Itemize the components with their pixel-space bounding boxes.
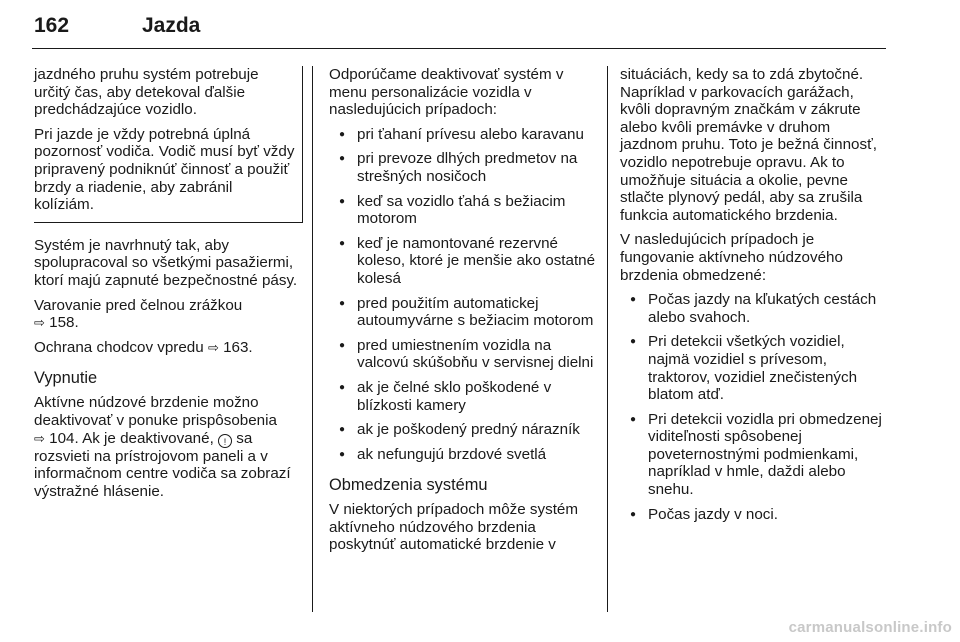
note-paragraph: jazdného pruhu systém potrebuje určitý čas, aby detekoval ďalšie predchádzajúce vozidlo. xyxy=(34,66,259,119)
body-paragraph: Systém je navrhnutý tak, aby spolupracoval so všetkými pasažiermi, ktorí majú zapnuté bezpečnostné pásy. xyxy=(34,236,298,289)
page-reference-arrow-icon: ⇨ xyxy=(34,430,45,446)
section-heading: Vypnutie xyxy=(34,369,98,388)
body-paragraph: Aktívne núdzové brzdenie možno deaktivovať v ponuke prispôsobenia ⇨ 104. Ak je deaktivované, ! sa rozsvieti na prístrojovom paneli a v informačnom centre vodiča sa zobrazí výstražné hlásenie. xyxy=(34,394,291,500)
page-reference-arrow-icon: ⇨ xyxy=(34,315,45,331)
list-item: ● Počas jazdy na kľukatých cestách alebo svahoch. xyxy=(620,291,887,326)
page-link[interactable]: 158. xyxy=(49,314,79,332)
caution-note-box xyxy=(34,66,303,223)
body-paragraph: situáciách, kedy sa to zdá zbytočné. Napríklad v parkovacích garážach, kvôli dopravným značkám v zákrute alebo kvôli premávke v druhom jazdnom pruhu. Toto je bežná činnosť, vozidlo nepotrebuje opravu. Ak to umožňuje situácia a okolie, pevne stlačte plynový pedál, aby sa zrušila funkcia automatického brzdenia. xyxy=(620,66,878,224)
column-3 xyxy=(620,66,887,530)
column-2 xyxy=(329,66,596,561)
page-number: 162 xyxy=(34,14,70,37)
page-link[interactable]: 104. Ak je deaktivované, xyxy=(49,429,214,447)
list-item: ● pred umiestnením vozidla na valcovú skúšobňu v servisnej dielni xyxy=(329,337,596,372)
note-paragraph: Pri jazde je vždy potrebná úplná pozornosť vodiča. Vodič musí byť vždy pripravený podniknúť činnosť a použiť brzdy a riadenie, aby zabránil kolíziám. xyxy=(34,125,295,214)
page-reference-arrow-icon: ⇨ xyxy=(207,339,219,355)
list-item: ● pred použitím automatickej autoumyvárne s bežiacim motorom xyxy=(329,295,596,330)
list-item: ● keď sa vozidlo ťahá s bežiacim motorom xyxy=(329,193,596,228)
list-item: ● keď je namontované rezervné koleso, ktoré je menšie ako ostatné kolesá xyxy=(329,235,596,288)
chapter-title: Jazda xyxy=(142,14,201,37)
body-paragraph: Varovanie pred čelnou zrážkou ⇨ 158. xyxy=(34,296,243,332)
section-heading: Obmedzenia systému xyxy=(329,476,488,495)
list-item: ● Pri detekcii všetkých vozidiel, najmä vozidiel s prívesom, traktorov, vozidiel znečistených blatom atď. xyxy=(620,333,887,403)
watermark: carmanualsonline.info xyxy=(788,619,952,636)
bullet-list xyxy=(329,126,596,464)
page-link[interactable]: 163. xyxy=(223,338,253,356)
list-item: ● ak je čelné sklo poškodené v blízkosti kamery xyxy=(329,379,596,414)
list-item: ● Počas jazdy v noci. xyxy=(620,506,887,524)
column-1 xyxy=(34,66,302,507)
body-paragraph: Odporúčame deaktivovať systém v menu personalizácie vozidla v nasledujúcich prípadoch: xyxy=(329,66,564,119)
bullet-list xyxy=(620,291,887,523)
list-item: ● pri prevoze dlhých predmetov na strešných nosičoch xyxy=(329,150,596,185)
list-item: ● ak je poškodený predný nárazník xyxy=(329,421,596,439)
column-divider-2 xyxy=(607,66,608,612)
body-paragraph: V nasledujúcich prípadoch je fungovanie aktívneho núdzového brzdenia obmedzené: xyxy=(620,231,843,284)
page-header xyxy=(32,6,886,46)
list-item: ● pri ťahaní prívesu alebo karavanu xyxy=(329,126,596,144)
body-paragraph: Ochrana chodcov vpredu ⇨ 163. xyxy=(34,338,253,356)
list-item: ● ak nefungujú brzdové svetlá xyxy=(329,446,596,464)
body-paragraph: V niektorých prípadoch môže systém aktívneho núdzového brzdenia poskytnúť automatické brzdenie v xyxy=(329,501,579,554)
column-divider-1 xyxy=(312,66,313,612)
list-item: ● Pri detekcii vozidla pri obmedzenej viditeľnosti spôsobenej poveternostnými podmienkami, napríklad v hmle, daždi alebo snehu. xyxy=(620,411,887,499)
brake-warning-icon: ! xyxy=(218,434,232,448)
header-divider xyxy=(32,48,886,49)
